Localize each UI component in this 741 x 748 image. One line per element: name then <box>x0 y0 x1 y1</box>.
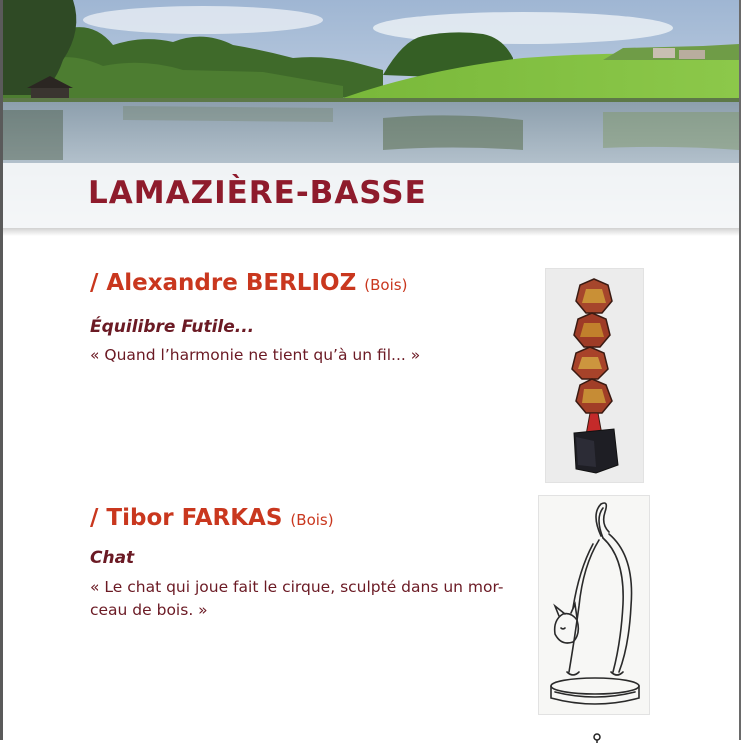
artist-material: (Bois) <box>290 511 334 529</box>
next-artwork-top-fragment <box>592 730 602 740</box>
artist-last-name: BERLIOZ <box>245 270 357 296</box>
artist-material: (Bois) <box>364 276 408 294</box>
artist-heading-berlioz <box>90 270 407 296</box>
heading-slash: / <box>90 505 99 531</box>
work-description-chat: « Le chat qui joue fait le cirque, sculpté dans un mor-ceau de bois. » <box>90 578 504 619</box>
work-title-chat: Chat <box>90 548 135 568</box>
artwork-photo-equilibre-futile <box>545 268 644 483</box>
artist-first-name: Alexandre <box>106 270 238 296</box>
title-band-shadow <box>3 228 739 236</box>
cat-sketch-icon <box>539 496 649 714</box>
heading-slash: / <box>90 270 99 296</box>
stacked-polyhedra-sculpture-icon <box>546 269 643 482</box>
artist-last-name: FARKAS <box>181 505 283 531</box>
work-title-equilibre: Équilibre Futile... <box>90 317 255 337</box>
work-description-equilibre: « Quand l’harmonie ne tient qu’à un fil... » <box>90 346 421 364</box>
artist-first-name: Tibor <box>106 505 174 531</box>
page-title: LAMAZIÈRE-BASSE <box>88 175 427 211</box>
artwork-sketch-chat <box>538 495 650 715</box>
artist-heading-farkas <box>90 505 334 531</box>
